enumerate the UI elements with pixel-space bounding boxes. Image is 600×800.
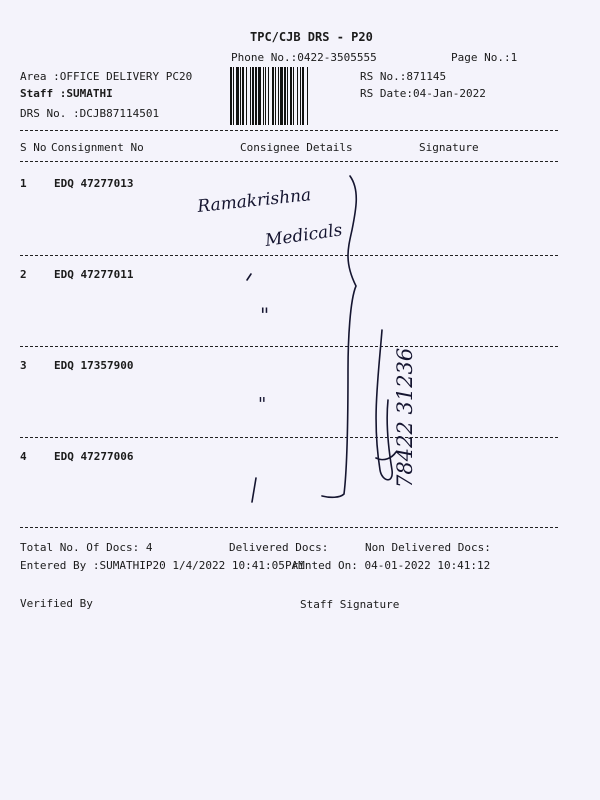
row-sno: 3: [20, 359, 27, 372]
area-field: Area :OFFICE DELIVERY PC20: [20, 70, 193, 83]
page-number: Page No.:1: [451, 51, 518, 64]
drs-number: DRS No. :DCJB87114501: [20, 107, 160, 120]
entered-by: Entered By :SUMATHIP20 1/4/2022 10:41:05 AM: [20, 559, 305, 572]
handwritten-consignee-name: Ramakrishna: [196, 185, 313, 217]
row-consignment: EDQ 47277011: [54, 268, 134, 281]
handwritten-consignee-name: Medicals: [263, 220, 344, 251]
column-header-consignee: Consignee Details: [240, 141, 353, 154]
rs-date: RS Date:04-Jan-2022: [360, 87, 486, 100]
document-title: TPC/CJB DRS - P20: [250, 30, 373, 44]
row-sno: 2: [20, 268, 27, 281]
column-header-sno: S No: [20, 141, 47, 154]
ditto-mark: ": [260, 303, 270, 327]
total-docs: Total No. Of Docs: 4: [20, 541, 153, 554]
phone-number: Phone No.:0422-3505555: [231, 51, 377, 64]
non-delivered-docs: Non Delivered Docs:: [365, 541, 491, 554]
row-consignment: EDQ 47277013: [54, 177, 134, 190]
column-header-signature: Signature: [419, 141, 479, 154]
column-header-consignment: Consignment No: [51, 141, 144, 154]
row-sno: 1: [20, 177, 27, 190]
delivered-docs: Delivered Docs:: [229, 541, 329, 554]
ditto-stroke: [247, 274, 251, 280]
staff-signature-label: Staff Signature: [300, 598, 400, 611]
staff-field: Staff :SUMATHI: [20, 87, 113, 100]
rs-number: RS No.:871145: [360, 70, 447, 83]
verified-by-label: Verified By: [20, 597, 93, 610]
ditto-stroke: [252, 478, 256, 502]
ditto-mark: ": [258, 394, 267, 415]
row-consignment: EDQ 47277006: [54, 450, 134, 463]
handwritten-phone-note: 78422 31236: [393, 347, 417, 488]
row-sno: 4: [20, 450, 27, 463]
printed-on: Printed On: 04-01-2022 10:41:12: [285, 559, 491, 572]
row-consignment: EDQ 17357900: [54, 359, 134, 372]
